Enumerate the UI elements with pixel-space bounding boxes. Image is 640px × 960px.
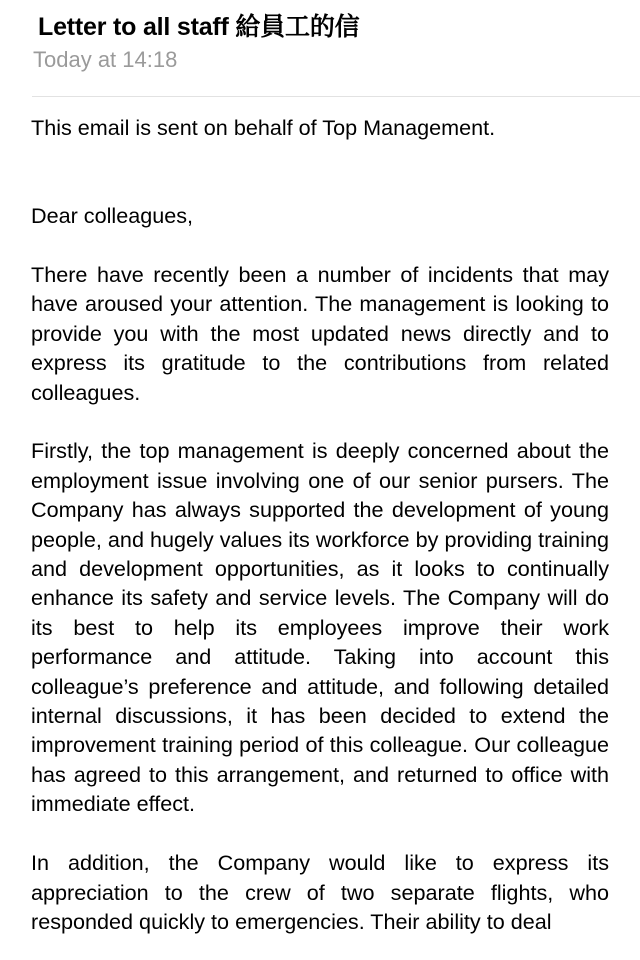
email-header [0,0,640,97]
header-divider [32,96,640,97]
email-paragraph: In addition, the Company would like to express its appreciation to the crew of two separate flights, who responded quickly to emergencies. Their ability to deal [31,850,609,934]
email-subject: Letter to all staff 給員工的信 [38,13,360,41]
email-intro-line: This email is sent on behalf of Top Management. [31,115,496,140]
email-greeting: Dear colleagues, [31,203,194,229]
email-paragraph: Firstly, the top management is deeply concerned about the employment issue involving one of our senior pursers. The Company has always supported the development of young people, and hugely values its workforce by providing training and development opportunities, as it looks to continually enhance its safety and service levels. The Company will do its best to help its employees improve their work performance and attitude. Taking into account this colleague’s preference and attitude, and following detailed internal discussions, it has been decided to extend the improvement training period of this colleague. Our colleague has agreed to this arrangement, and returned to office with immediate effect. [31,438,609,817]
email-body[interactable] [31,113,609,960]
email-timestamp: Today at 14:18 [33,47,178,72]
email-paragraph: There have recently been a number of incidents that may have aroused your attention. The management is looking to provide you with the most updated news directly and to express its gratitude to the contributions from related colleagues. [31,262,609,405]
